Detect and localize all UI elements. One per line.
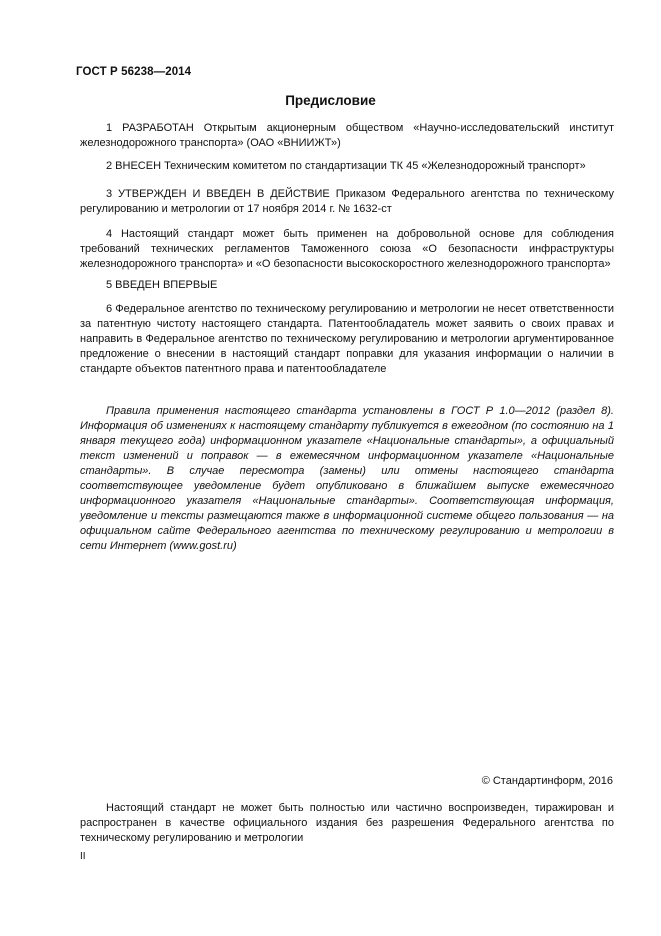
copyright-line: © Стандартинформ, 2016 (481, 775, 613, 787)
page-title: Предисловие (285, 93, 376, 108)
foreword-item-3: 3 УТВЕРЖДЕН И ВВЕДЕН В ДЕЙСТВИЕ Приказом Федерального агентства по техническому регулированию и метрологии от 17 ноября 2014 г. № 1632-ст (80, 188, 614, 215)
document-code: ГОСТ Р 56238—2014 (76, 66, 192, 78)
foreword-item-4: 4 Настоящий стандарт может быть применен на добровольной основе для соблюдения требований технических регламентов Таможенного союза «О безопасности инфраструктуры железнодорожного транспорта» и «О безопасности высокоскоростного железнодорожного транспорта» (80, 228, 614, 270)
foreword-item-6: 6 Федеральное агентство по техническому регулированию и метрологии не несет ответственности за патентную чистоту настоящего стандарта. Патентообладатель может заявить о своих правах и направить в Федеральное агентство по техническому регулированию и метрологии аргументированное предложение о внесении в настоящий стандарт поправки для указания информации о наличии в стандарте объектов патентного права и патентообладателе (80, 303, 614, 375)
foreword-item-1: 1 РАЗРАБОТАН Открытым акционерным обществом «Научно-исследовательский институт железнодорожного транспорта» (ОАО «ВНИИЖТ») (80, 122, 614, 149)
foreword-item-5: 5 ВВЕДЕН ВПЕРВЫЕ (106, 279, 218, 291)
rules-note: Правила применения настоящего стандарта установлены в ГОСТ Р 1.0—2012 (раздел 8). Информация об изменениях к настоящему стандарту публикуется в ежегодном (по состоянию на 1 января текущего года) информационном указателе «Национальные стандарты», а официальный текст изменений и поправок — в ежемесячном информационном указателе «Национальные стандарты». В случае пересмотра (замены) или отмены настоящего стандарта соответствующее уведомление будет опубликовано в ближайшем выпуске ежемесячного информационного указателя «Национальные стандарты». Соответствующая информация, уведомление и тексты размещаются также в информационной системе общего пользования — на официальном сайте Федерального агентства по техническому регулированию и метрологии в сети Интернет (www.gost.ru) (80, 405, 614, 552)
page-number: II (80, 851, 86, 862)
foreword-item-2: 2 ВНЕСЕН Техническим комитетом по стандартизации ТК 45 «Железнодорожный транспорт» (106, 160, 586, 172)
copyright-notice: Настоящий стандарт не может быть полностью или частично воспроизведен, тиражирован и распространен в качестве официального издания без разрешения Федерального агентства по техническому регулированию и метрологии (80, 802, 614, 844)
